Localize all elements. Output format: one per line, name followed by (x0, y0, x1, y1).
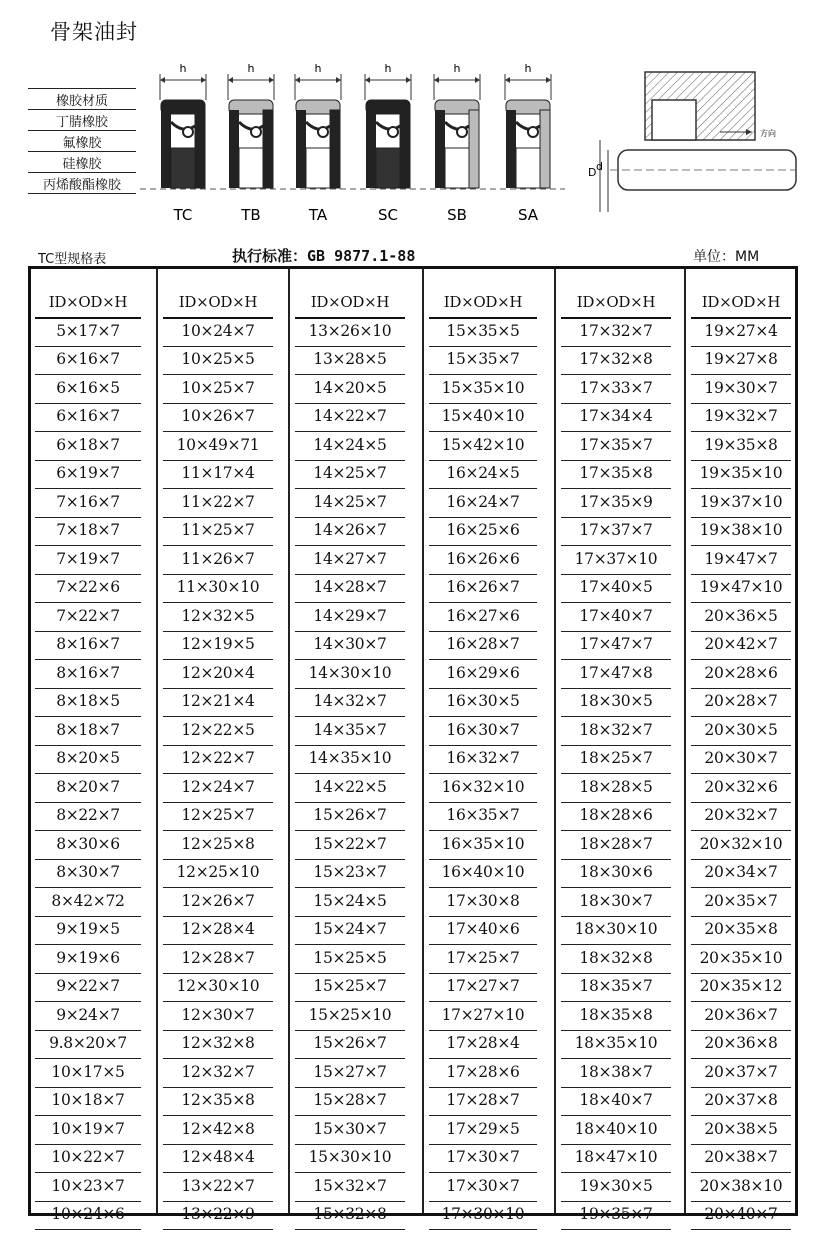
column-header: ID×OD×H (163, 289, 273, 319)
table-cell: 7×18×7 (35, 517, 141, 546)
table-cell: 16×30×5 (429, 688, 537, 717)
table-cell: 20×37×7 (691, 1059, 791, 1088)
table-cell: 17×30×10 (429, 1201, 537, 1230)
dimension-h-label: h (524, 62, 532, 75)
table-cell: 17×40×7 (561, 603, 671, 632)
table-cell: 12×20×4 (163, 660, 273, 689)
seal-type-label: TB (241, 206, 261, 224)
table-cell: 14×29×7 (295, 603, 405, 632)
table-cell: 16×26×7 (429, 574, 537, 603)
table-cell: 17×28×4 (429, 1030, 537, 1059)
table-cell: 16×35×10 (429, 831, 537, 860)
material-item: 硅橡胶 (28, 152, 136, 173)
table-cell: 11×26×7 (163, 546, 273, 575)
table-cell: 10×17×5 (35, 1059, 141, 1088)
table-cell: 13×26×10 (295, 318, 405, 347)
table-cell: 14×35×7 (295, 717, 405, 746)
installation-diagram (570, 52, 800, 227)
table-cell: 20×32×7 (691, 802, 791, 831)
table-cell: 8×30×6 (35, 831, 141, 860)
table-cell: 6×16×7 (35, 403, 141, 432)
direction-label: 方向 (760, 129, 776, 138)
table-cell: 17×47×7 (561, 631, 671, 660)
table-cell: 18×40×7 (561, 1087, 671, 1116)
table-cell: 18×28×5 (561, 774, 671, 803)
table-cell: 10×25×7 (163, 375, 273, 404)
table-cell: 17×35×9 (561, 489, 671, 518)
table-cell: 8×16×7 (35, 631, 141, 660)
table-cell: 9.8×20×7 (35, 1030, 141, 1059)
column-header: ID×OD×H (295, 289, 405, 319)
table-cell: 8×22×7 (35, 802, 141, 831)
table-cell: 12×48×4 (163, 1144, 273, 1173)
table-cell: 20×35×10 (691, 945, 791, 974)
table-cell: 12×42×8 (163, 1116, 273, 1145)
table-cell: 18×30×10 (561, 916, 671, 945)
spec-meta-row (0, 244, 840, 266)
table-cell: 20×35×7 (691, 888, 791, 917)
table-column (691, 269, 791, 1223)
table-cell: 17×25×7 (429, 945, 537, 974)
table-cell: 16×32×7 (429, 745, 537, 774)
seal-sc (365, 62, 411, 224)
table-cell: 19×38×10 (691, 517, 791, 546)
table-cell: 20×28×7 (691, 688, 791, 717)
table-cell: 8×18×5 (35, 688, 141, 717)
table-cell: 12×19×5 (163, 631, 273, 660)
table-cell: 15×26×7 (295, 802, 405, 831)
table-cell: 17×40×6 (429, 916, 537, 945)
material-item: 丙烯酸酯橡胶 (28, 173, 136, 194)
table-cell: 20×36×5 (691, 603, 791, 632)
table-cell: 12×21×4 (163, 688, 273, 717)
table-cell: 12×28×7 (163, 945, 273, 974)
dimension-h-label: h (247, 62, 255, 75)
column-divider (156, 269, 158, 1213)
table-cell: 15×24×5 (295, 888, 405, 917)
seal-sb (434, 62, 480, 224)
table-cell: 19×27×4 (691, 318, 791, 347)
table-cell: 6×18×7 (35, 432, 141, 461)
table-cell: 20×38×5 (691, 1116, 791, 1145)
table-cell: 9×24×7 (35, 1002, 141, 1031)
table-cell: 15×28×7 (295, 1087, 405, 1116)
table-cell: 10×24×6 (35, 1201, 141, 1230)
table-cell: 20×32×10 (691, 831, 791, 860)
table-cell: 20×38×10 (691, 1173, 791, 1202)
table-cell: 16×24×5 (429, 460, 537, 489)
table-cell: 16×29×6 (429, 660, 537, 689)
table-cell: 16×27×6 (429, 603, 537, 632)
column-header: ID×OD×H (429, 289, 537, 319)
table-cell: 14×22×5 (295, 774, 405, 803)
table-cell: 14×30×10 (295, 660, 405, 689)
column-divider (554, 269, 556, 1213)
column-divider (288, 269, 290, 1213)
table-cell: 8×42×72 (35, 888, 141, 917)
table-cell: 8×20×5 (35, 745, 141, 774)
table-cell: 20×32×6 (691, 774, 791, 803)
table-cell: 14×32×7 (295, 688, 405, 717)
table-cell: 15×24×7 (295, 916, 405, 945)
table-cell: 18×35×10 (561, 1030, 671, 1059)
table-cell: 16×35×7 (429, 802, 537, 831)
table-cell: 15×30×10 (295, 1144, 405, 1173)
seal-type-label: SB (447, 206, 467, 224)
table-cell: 20×35×12 (691, 973, 791, 1002)
table-cell: 17×32×8 (561, 346, 671, 375)
table-cell: 15×42×10 (429, 432, 537, 461)
table-column (561, 269, 671, 1223)
page-title: 骨架油封 (50, 20, 138, 44)
table-cell: 9×19×5 (35, 916, 141, 945)
table-cell: 6×16×5 (35, 375, 141, 404)
table-cell: 18×30×5 (561, 688, 671, 717)
table-cell: 19×27×8 (691, 346, 791, 375)
table-cell: 14×35×10 (295, 745, 405, 774)
table-cell: 12×30×7 (163, 1002, 273, 1031)
material-list (28, 88, 136, 194)
table-cell: 19×47×7 (691, 546, 791, 575)
table-cell: 18×38×7 (561, 1059, 671, 1088)
table-cell: 8×20×7 (35, 774, 141, 803)
table-cell: 15×30×7 (295, 1116, 405, 1145)
dimension-h-label: h (384, 62, 392, 75)
table-cell: 18×28×6 (561, 802, 671, 831)
table-cell: 15×25×5 (295, 945, 405, 974)
table-cell: 10×18×7 (35, 1087, 141, 1116)
table-cell: 12×35×8 (163, 1087, 273, 1116)
table-cell: 17×37×7 (561, 517, 671, 546)
table-cell: 10×19×7 (35, 1116, 141, 1145)
dimension-h-label: h (453, 62, 461, 75)
table-cell: 17×27×7 (429, 973, 537, 1002)
table-cell: 10×23×7 (35, 1173, 141, 1202)
table-cell: 17×32×7 (561, 318, 671, 347)
table-cell: 7×19×7 (35, 546, 141, 575)
table-cell: 20×34×7 (691, 859, 791, 888)
material-header: 橡胶材质 (28, 89, 136, 110)
table-cell: 11×25×7 (163, 517, 273, 546)
table-cell: 13×22×7 (163, 1173, 273, 1202)
table-cell: 19×30×7 (691, 375, 791, 404)
d-label: d (596, 160, 603, 173)
seal-tc (160, 62, 206, 224)
table-cell: 8×16×7 (35, 660, 141, 689)
table-cell: 12×30×10 (163, 973, 273, 1002)
table-cell: 11×17×4 (163, 460, 273, 489)
table-cell: 12×28×4 (163, 916, 273, 945)
table-cell: 20×36×7 (691, 1002, 791, 1031)
table-cell: 12×32×5 (163, 603, 273, 632)
table-cell: 18×25×7 (561, 745, 671, 774)
table-cell: 12×25×7 (163, 802, 273, 831)
column-header: ID×OD×H (691, 289, 791, 319)
material-item: 丁腈橡胶 (28, 110, 136, 131)
material-item: 氟橡胶 (28, 131, 136, 152)
table-cell: 18×32×8 (561, 945, 671, 974)
seal-sa (505, 62, 551, 224)
table-cell: 10×49×71 (163, 432, 273, 461)
table-cell: 14×20×5 (295, 375, 405, 404)
table-cell: 16×40×10 (429, 859, 537, 888)
table-cell: 17×28×7 (429, 1087, 537, 1116)
table-cell: 15×25×7 (295, 973, 405, 1002)
table-cell: 17×40×5 (561, 574, 671, 603)
table-cell: 19×37×10 (691, 489, 791, 518)
table-cell: 15×32×7 (295, 1173, 405, 1202)
seal-type-label: SA (517, 206, 539, 224)
table-cell: 12×32×8 (163, 1030, 273, 1059)
table-cell: 16×30×7 (429, 717, 537, 746)
table-cell: 19×47×10 (691, 574, 791, 603)
table-cell: 14×30×7 (295, 631, 405, 660)
table-cell: 18×30×7 (561, 888, 671, 917)
table-cell: 12×22×5 (163, 717, 273, 746)
table-cell: 17×30×8 (429, 888, 537, 917)
table-cell: 19×35×7 (561, 1201, 671, 1230)
table-cell: 20×30×7 (691, 745, 791, 774)
unit-label: 单位：MM (693, 249, 760, 265)
table-cell: 17×29×5 (429, 1116, 537, 1145)
table-cell: 17×30×7 (429, 1173, 537, 1202)
table-cell: 20×36×8 (691, 1030, 791, 1059)
table-cell: 10×22×7 (35, 1144, 141, 1173)
table-cell: 17×47×8 (561, 660, 671, 689)
table-cell: 20×30×5 (691, 717, 791, 746)
table-cell: 6×16×7 (35, 346, 141, 375)
table-cell: 10×25×5 (163, 346, 273, 375)
table-cell: 7×22×6 (35, 574, 141, 603)
table-cell: 20×40×7 (691, 1201, 791, 1230)
table-cell: 15×27×7 (295, 1059, 405, 1088)
table-cell: 18×28×7 (561, 831, 671, 860)
table-cell: 14×26×7 (295, 517, 405, 546)
dimension-h-label: h (179, 62, 187, 75)
table-cell: 15×35×5 (429, 318, 537, 347)
table-cell: 15×32×8 (295, 1201, 405, 1230)
table-column (429, 269, 537, 1223)
table-cell: 19×35×8 (691, 432, 791, 461)
table-cell: 12×22×7 (163, 745, 273, 774)
table-cell: 15×35×10 (429, 375, 537, 404)
table-cell: 19×30×5 (561, 1173, 671, 1202)
table-cell: 8×30×7 (35, 859, 141, 888)
table-cell: 13×22×9 (163, 1201, 273, 1230)
seal-section (652, 100, 696, 140)
dimension-h-label: h (314, 62, 322, 75)
spec-table (28, 266, 798, 1223)
table-cell: 5×17×7 (35, 318, 141, 347)
seal-tb (228, 62, 274, 224)
table-cell: 14×28×7 (295, 574, 405, 603)
table-cell: 18×35×8 (561, 1002, 671, 1031)
table-cell: 17×30×7 (429, 1144, 537, 1173)
table-cell: 14×22×7 (295, 403, 405, 432)
seal-types-diagram (140, 52, 565, 232)
column-divider (422, 269, 424, 1213)
table-cell: 16×32×10 (429, 774, 537, 803)
table-cell: 19×35×10 (691, 460, 791, 489)
table-cell: 18×40×10 (561, 1116, 671, 1145)
table-cell: 16×28×7 (429, 631, 537, 660)
table-cell: 18×35×7 (561, 973, 671, 1002)
table-cell: 16×24×7 (429, 489, 537, 518)
table-cell: 7×16×7 (35, 489, 141, 518)
seal-type-label: TA (308, 206, 328, 224)
table-cell: 15×22×7 (295, 831, 405, 860)
table-cell: 14×25×7 (295, 460, 405, 489)
column-header: ID×OD×H (35, 289, 141, 319)
table-cell: 9×22×7 (35, 973, 141, 1002)
table-cell: 12×25×10 (163, 859, 273, 888)
table-cell: 15×26×7 (295, 1030, 405, 1059)
table-cell: 18×32×7 (561, 717, 671, 746)
table-cell: 9×19×6 (35, 945, 141, 974)
table-cell: 17×28×6 (429, 1059, 537, 1088)
table-cell: 20×28×6 (691, 660, 791, 689)
table-column (295, 269, 405, 1223)
table-cell: 19×32×7 (691, 403, 791, 432)
table-cell: 17×37×10 (561, 546, 671, 575)
table-cell: 17×34×4 (561, 403, 671, 432)
seal-ta (295, 62, 341, 224)
spec-caption: TC型规格表 (38, 252, 107, 267)
table-cell: 10×26×7 (163, 403, 273, 432)
table-cell: 15×25×10 (295, 1002, 405, 1031)
table-cell: 14×24×5 (295, 432, 405, 461)
table-cell: 14×27×7 (295, 546, 405, 575)
column-header: ID×OD×H (561, 289, 671, 319)
table-cell: 6×19×7 (35, 460, 141, 489)
table-cell: 16×26×6 (429, 546, 537, 575)
seal-type-label: SC (378, 206, 398, 224)
table-cell: 12×25×8 (163, 831, 273, 860)
table-cell: 11×30×10 (163, 574, 273, 603)
table-cell: 15×35×7 (429, 346, 537, 375)
table-cell: 20×35×8 (691, 916, 791, 945)
table-cell: 14×25×7 (295, 489, 405, 518)
column-divider (684, 269, 686, 1213)
table-cell: 20×42×7 (691, 631, 791, 660)
table-cell: 18×47×10 (561, 1144, 671, 1173)
table-cell: 12×24×7 (163, 774, 273, 803)
table-cell: 20×38×7 (691, 1144, 791, 1173)
standard-label: 执行标准：GB 9877.1-88 (232, 247, 416, 265)
table-cell: 15×23×7 (295, 859, 405, 888)
table-cell: 13×28×5 (295, 346, 405, 375)
table-cell: 18×30×6 (561, 859, 671, 888)
table-cell: 17×27×10 (429, 1002, 537, 1031)
table-cell: 17×35×8 (561, 460, 671, 489)
table-cell: 17×35×7 (561, 432, 671, 461)
seal-type-label: TC (173, 206, 193, 224)
D-label: D (588, 166, 597, 179)
table-cell: 10×24×7 (163, 318, 273, 347)
table-cell: 7×22×7 (35, 603, 141, 632)
table-cell: 11×22×7 (163, 489, 273, 518)
table-cell: 16×25×6 (429, 517, 537, 546)
table-cell: 20×37×8 (691, 1087, 791, 1116)
table-cell: 17×33×7 (561, 375, 671, 404)
table-column (35, 269, 141, 1223)
table-cell: 12×26×7 (163, 888, 273, 917)
table-cell: 15×40×10 (429, 403, 537, 432)
table-cell: 8×18×7 (35, 717, 141, 746)
table-cell: 12×32×7 (163, 1059, 273, 1088)
table-column (163, 269, 273, 1223)
